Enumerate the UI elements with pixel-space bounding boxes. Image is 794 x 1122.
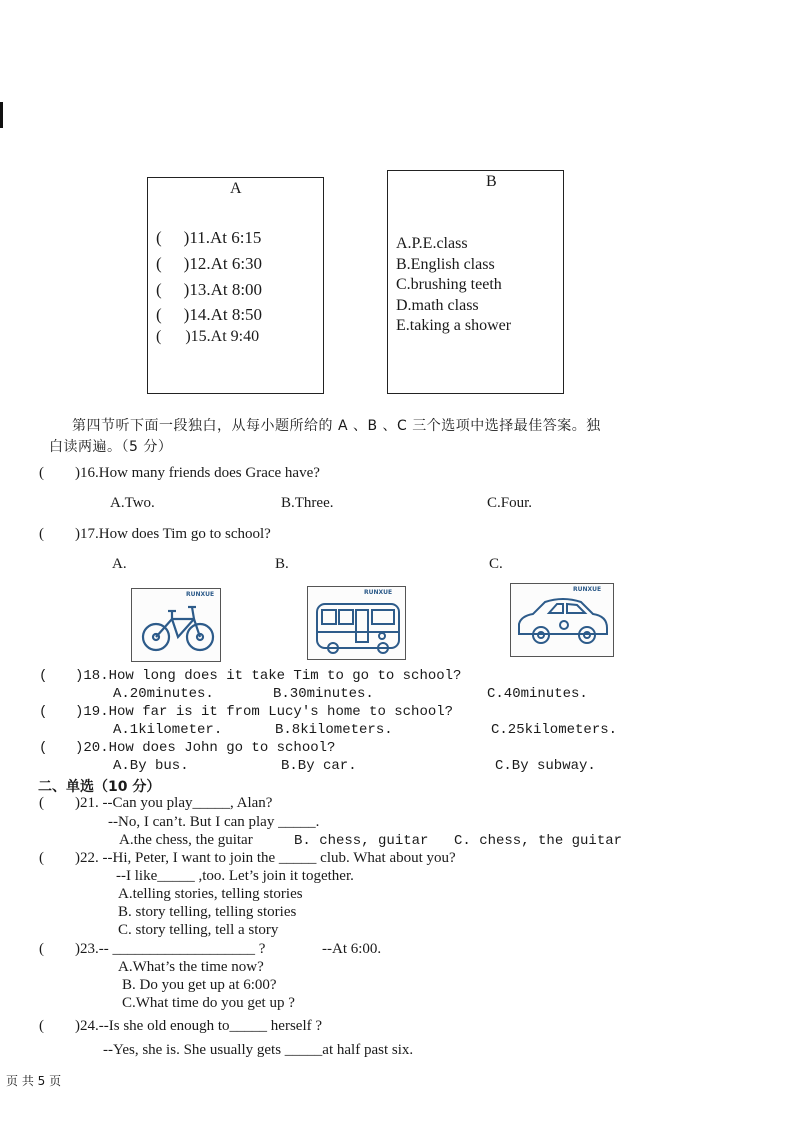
question-line2: --No, I can’t. But I can play _____.: [108, 814, 320, 830]
option-c: C.: [489, 556, 503, 572]
option-c-brushing-teeth: C.brushing teeth: [396, 276, 502, 293]
page-footer: 页 共 5 页: [6, 1074, 62, 1088]
option-a: A.What’s the time now?: [118, 959, 264, 975]
option-c: C. chess, the guitar: [454, 833, 623, 849]
option-a: A.20minutes.: [113, 686, 214, 702]
section4-instruction-line1: 第四节听下面一段独白，从每小题所给的 A 、B 、C 三个选项中选择最佳答案。独: [72, 418, 601, 434]
answer-paren: (: [39, 704, 48, 720]
option-b-english-class: B.English class: [396, 256, 495, 273]
bicycle-picture: [131, 588, 221, 662]
question-text: )16.How many friends does Grace have?: [75, 465, 320, 481]
option-d-math-class: D.math class: [396, 297, 479, 314]
bus-icon: [308, 587, 407, 661]
option-a: A.telling stories, telling stories: [118, 886, 303, 902]
matching-item-15: ( )15.At 9:40: [156, 328, 260, 345]
picture-brand: RUNXUE: [573, 586, 602, 593]
option-c: C.Four.: [487, 495, 533, 511]
option-c: C.25kilometers.: [491, 722, 618, 738]
question-line2: --I like_____ ,too. Let’s join it together.: [116, 868, 354, 884]
option-a-pe-class: A.P.E.class: [396, 235, 468, 252]
picture-brand: RUNXUE: [364, 589, 393, 596]
option-b: B.Three.: [281, 495, 334, 511]
question-line2: --Yes, she is. She usually gets _____at half past six.: [103, 1042, 414, 1058]
bus-picture: [307, 586, 406, 660]
option-a: A.1kilometer.: [113, 722, 223, 738]
question-text: )19.How far is it from Lucy's home to school?: [75, 704, 454, 720]
question-text: )18.How long does it take Tim to go to school?: [75, 668, 462, 684]
answer-paren: (: [39, 740, 48, 756]
picture-brand: RUNXUE: [186, 591, 215, 598]
question-line1: )23.-- ___________________ ?: [75, 941, 266, 957]
question-line1: )22. --Hi, Peter, I want to join the _____ club. What about you?: [75, 850, 456, 866]
matching-item-11: ( )11.At 6:15: [156, 228, 262, 247]
question-line1: )21. --Can you play_____, Alan?: [75, 795, 273, 811]
option-b: B.30minutes.: [273, 686, 374, 702]
option-b: B. Do you get up at 6:00?: [122, 977, 277, 993]
option-b: B.: [275, 556, 289, 572]
option-e-taking-shower: E.taking a shower: [396, 317, 512, 334]
option-a: A.By bus.: [113, 758, 189, 774]
option-c: C. story telling, tell a story: [118, 922, 279, 938]
answer-paren: (: [39, 668, 48, 684]
box-a-header: A: [230, 180, 242, 197]
option-c: C.What time do you get up ?: [122, 995, 295, 1011]
question-text: )17.How does Tim go to school?: [75, 526, 271, 542]
option-b: B. chess, guitar: [294, 833, 429, 849]
option-c: C.By subway.: [495, 758, 596, 774]
bicycle-icon: [132, 589, 222, 663]
option-a: A.Two.: [110, 495, 155, 511]
section4-instruction-line2: 白读两遍。（5 分）: [49, 439, 173, 455]
answer-paren: (: [39, 941, 44, 957]
option-b: B. story telling, telling stories: [118, 904, 297, 920]
question-text: )20.How does John go to school?: [75, 740, 336, 756]
box-b-header: B: [486, 173, 497, 190]
reply-text: --At 6:00.: [322, 941, 382, 957]
option-a: A.the chess, the guitar: [119, 832, 253, 848]
option-b: B.8kilometers.: [275, 722, 393, 738]
answer-paren: (: [39, 465, 44, 481]
answer-paren: (: [39, 1018, 44, 1034]
car-icon: [511, 584, 615, 658]
answer-paren: (: [39, 850, 44, 866]
option-b: B.By car.: [281, 758, 357, 774]
matching-item-12: ( )12.At 6:30: [156, 254, 263, 273]
option-a: A.: [112, 556, 127, 572]
matching-item-14: ( )14.At 8:50: [156, 305, 263, 324]
option-c: C.40minutes.: [487, 686, 588, 702]
question-line1: )24.--Is she old enough to_____ herself ?: [75, 1018, 323, 1034]
section-single-choice-heading: 二、单选（10 分）: [38, 779, 161, 795]
answer-paren: (: [39, 526, 44, 542]
answer-paren: (: [39, 795, 44, 811]
scan-edge-mark: [0, 102, 3, 128]
matching-item-13: ( )13.At 8:00: [156, 280, 263, 299]
car-picture: [510, 583, 614, 657]
